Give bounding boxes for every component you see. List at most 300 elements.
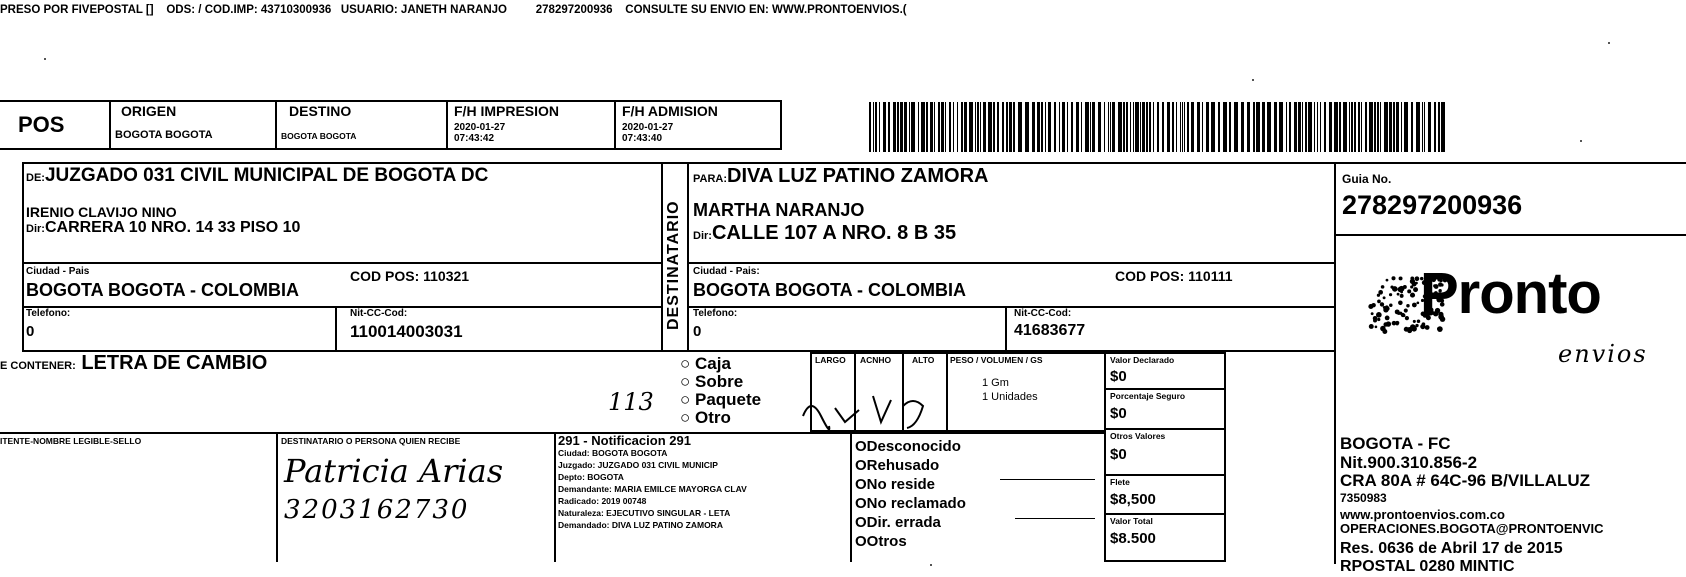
admision-date: 2020-01-27 [622, 122, 674, 133]
barcode-bar [1142, 102, 1145, 152]
barcode-bar [1377, 102, 1379, 152]
sender-address: CARRERA 10 NRO. 14 33 PISO 10 [44, 219, 301, 236]
barcode-bar [911, 102, 915, 152]
values-div-4 [1104, 513, 1226, 515]
barcode-bar [1369, 102, 1373, 152]
barcode-bar [941, 102, 944, 152]
barcode-bar [1182, 102, 1183, 152]
barcode-bar [1286, 102, 1287, 152]
status-no-reclamado-label: No reclamado [866, 495, 966, 512]
recipient-nit-label: Nit-CC-Cod: [1014, 308, 1072, 319]
recipient-contact: MARTHA NARANJO [693, 200, 865, 220]
logo-dot [1400, 294, 1404, 298]
logo-dot [1369, 324, 1374, 329]
recipient-divider [687, 262, 1336, 264]
scan-speck [1608, 42, 1610, 44]
destino-box [275, 100, 448, 150]
barcode-bar [926, 102, 928, 152]
flete-value: $8,500 [1110, 491, 1156, 508]
logo-dot [1413, 320, 1416, 323]
largo-label: LARGO [815, 355, 846, 365]
option-sobre-label: Sobre [695, 372, 744, 391]
status-desconocido-label: Desconocido [866, 438, 961, 455]
barcode-bar [1351, 102, 1353, 152]
barcode-bar [1438, 102, 1440, 152]
values-div-3 [1104, 474, 1226, 476]
barcode-bar [1062, 102, 1065, 152]
barcode-bar [1404, 102, 1408, 152]
sender-ciudad: BOGOTA BOGOTA - COLOMBIA [26, 280, 299, 300]
barcode-bar [1329, 102, 1332, 152]
barcode-bar [921, 102, 925, 152]
logo-dot [1377, 294, 1380, 297]
ancho-label: ACNHO [860, 355, 892, 365]
barcode-bar [1191, 102, 1194, 152]
pronto-logo [1360, 260, 1670, 370]
seguro-value: $0 [1110, 405, 1127, 422]
logo-dot [1390, 286, 1393, 289]
barcode-bar [1247, 102, 1250, 152]
barcode-bar [1162, 102, 1164, 152]
contents-label: E CONTENER: [0, 360, 76, 372]
barcode-bar [1229, 102, 1231, 152]
barcode-bar [1434, 102, 1436, 152]
impresion-label: F/H IMPRESION [454, 103, 560, 119]
barcode-bar [1416, 102, 1420, 152]
receiver-label: DESTINATARIO O PERSONA QUIEN RECIBE [281, 436, 461, 446]
barcode-bar [1048, 102, 1051, 152]
barcode-bar [1317, 102, 1318, 152]
barcode-bar [1180, 102, 1181, 152]
company-phone: 7350983 [1340, 491, 1387, 505]
barcode-bar [1110, 102, 1111, 152]
para-label: PARA: [693, 173, 728, 185]
barcode-bar [1059, 102, 1060, 152]
status-rehusado[interactable]: ORehusado [855, 457, 940, 474]
sender-nit: 110014003031 [350, 322, 463, 341]
barcode-bar [997, 102, 999, 152]
logo-dot [1376, 312, 1382, 318]
barcode-bar [897, 102, 899, 152]
admision-time: 07:43:40 [622, 133, 663, 144]
barcode-bar [1009, 102, 1012, 152]
right-panel-border [1334, 234, 1336, 564]
recipient-telefono: 0 [693, 323, 702, 340]
barcode-bar [1081, 102, 1082, 152]
barcode-bar [1037, 102, 1040, 152]
logo-dot [1371, 303, 1375, 307]
sender-contact: IRENIO CLAVIJO NINO [26, 204, 177, 220]
values-div-2 [1104, 428, 1226, 430]
barcode-bar [1374, 102, 1376, 152]
logo-dot [1377, 300, 1381, 304]
barcode-bar [1092, 102, 1095, 152]
barcode-bar [1202, 102, 1203, 152]
remitente-label: ITENTE-NOMBRE LEGIBLE-SELLO [0, 436, 142, 446]
option-otro-label: Otro [695, 408, 731, 427]
header-prefix: PRESO POR FIVEPOSTAL [] [0, 4, 154, 16]
barcode-bar [1305, 102, 1307, 152]
sender-divider [22, 262, 663, 264]
logo-dot [1386, 279, 1389, 282]
logo-dot [1371, 312, 1374, 315]
handwritten-dimensions [795, 386, 945, 434]
logo-dot [1410, 293, 1415, 298]
logo-dot [1412, 282, 1417, 287]
barcode-bar [1041, 102, 1043, 152]
barcode-bar [904, 102, 907, 152]
barcode-bar [1006, 102, 1008, 152]
barcode-bar [1153, 102, 1154, 152]
barcode-bar [1218, 102, 1220, 152]
footer-top-line [0, 432, 1106, 434]
barcode-bar [1108, 102, 1109, 152]
logo-dot [1383, 306, 1386, 309]
barcode-bar [1197, 102, 1200, 152]
barcode-bar [1422, 102, 1423, 152]
status-desconocido[interactable]: ODesconocido [855, 438, 961, 455]
barcode-bar [1262, 102, 1265, 152]
barcode-bar [1396, 102, 1399, 152]
barcode-bar [1126, 102, 1128, 152]
barcode-bar [1223, 102, 1227, 152]
status-no-reside-label: No reside [866, 476, 936, 493]
barcode-bar [930, 102, 933, 152]
barcode-bar [1267, 102, 1271, 152]
contents-value: LETRA DE CAMBIO [81, 352, 268, 374]
sender-codpos: COD POS: 110321 [350, 268, 470, 284]
barcode-bar [1241, 102, 1244, 152]
origen-label: ORIGEN [121, 103, 177, 119]
notification-line: Depto: BOGOTA [558, 472, 624, 482]
guia-number: 278297200936 [1342, 190, 1523, 220]
barcode-bar [879, 102, 880, 152]
barcode-bar [1135, 102, 1139, 152]
barcode-bar [945, 102, 946, 152]
recipient-dir-label: Dir: [693, 230, 712, 242]
company-nit: Nit.900.310.856-2 [1340, 453, 1478, 472]
company-address: CRA 80A # 64C-96 B/VILLALUZ [1340, 471, 1591, 490]
barcode-bar [1308, 102, 1312, 152]
barcode-bar [1302, 102, 1303, 152]
logo-dot [1396, 323, 1399, 326]
service-box [0, 100, 111, 150]
logo-dot [1416, 301, 1419, 304]
barcode-bar [1428, 102, 1431, 152]
peso-label: PESO / VOLUMEN / GS [950, 355, 1043, 365]
barcode-bar [1411, 102, 1413, 152]
footer-split-3 [850, 432, 852, 562]
barcode-bar [1172, 102, 1174, 152]
barcode-bar [1343, 102, 1347, 152]
barcode-bar [1256, 102, 1260, 152]
header-ods: ODS: / COD.IMP: 43710300936 [166, 4, 332, 16]
barcode-bar [1358, 102, 1360, 152]
logo-dot [1375, 325, 1378, 328]
alto-label: ALTO [912, 355, 935, 365]
logo-dot [1385, 315, 1390, 320]
barcode-bar [893, 102, 896, 152]
barcode-bar [977, 102, 979, 152]
recipient-box [687, 162, 1336, 352]
recipient-codpos: COD POS: 110111 [1115, 268, 1233, 284]
barcode-bar [1090, 102, 1091, 152]
company-web: www.prontoenvios.com.co [1340, 507, 1505, 522]
de-label: DE: [26, 172, 45, 184]
recipient-name: DIVA LUZ PATINO ZAMORA [727, 165, 989, 187]
barcode-bar [983, 102, 986, 152]
barcode-bar [1206, 102, 1209, 152]
logo-dot [1437, 327, 1440, 330]
logo-dot [1415, 276, 1420, 281]
logo-dot [1399, 286, 1405, 292]
barcode-bar [980, 102, 981, 152]
handwritten-number: 3203162730 [284, 495, 470, 525]
barcode-bar [918, 102, 919, 152]
service-code: POS [18, 112, 65, 137]
header-guide: 278297200936 [535, 4, 613, 16]
barcode-bar [1234, 102, 1238, 152]
signature-line-1 [1000, 479, 1095, 480]
total-label: Valor Total [1110, 516, 1153, 526]
declarado-value: $0 [1110, 368, 1127, 385]
barcode-bar [1184, 102, 1185, 152]
logo-dot [1405, 316, 1409, 320]
logo-dot [1408, 327, 1411, 330]
notification-title: 291 - Notificacion 291 [558, 433, 691, 448]
recipient-address: CALLE 107 A NRO. 8 B 35 [711, 222, 957, 244]
barcode-bar [1384, 102, 1388, 152]
barcode-bar [1361, 102, 1362, 152]
option-sobre[interactable]: ○ Sobre [680, 372, 744, 391]
recipient-telefono-label: Telefono: [693, 308, 738, 319]
peso-value: 1 Gm [982, 377, 1009, 389]
dir-label: Dir: [26, 223, 45, 235]
brand-name: Pronto [1420, 261, 1601, 326]
sender-ciudad-label: Ciudad - Pais [26, 266, 90, 277]
logo-dot [1407, 289, 1411, 293]
barcode-bar [957, 102, 958, 152]
footer-split-1 [276, 432, 278, 562]
notification-line: Ciudad: BOGOTA BOGOTA [558, 448, 668, 458]
logo-dot [1410, 324, 1416, 330]
company-license: RPOSTAL 0280 MINTIC [1340, 558, 1515, 575]
barcode-bar [1130, 102, 1131, 152]
otros-value: $0 [1110, 446, 1127, 463]
impresion-date: 2020-01-27 [454, 122, 506, 133]
logo-dot [1395, 309, 1400, 314]
barcode-bar [988, 102, 992, 152]
barcode-bar [1349, 102, 1350, 152]
notification-line: Juzgado: JUZGADO 031 CIVIL MUNICIP [558, 460, 718, 470]
recipient-split [1005, 306, 1007, 352]
barcode-bar [888, 102, 890, 152]
barcode-bar [1274, 102, 1277, 152]
logo-dot [1406, 304, 1409, 307]
sender-telefono: 0 [26, 323, 35, 340]
destinatario-label: DESTINATARIO [665, 200, 682, 330]
barcode-bar [1365, 102, 1367, 152]
status-otros-label: Otros [866, 533, 907, 550]
sender-name-row [26, 165, 488, 187]
impresion-box [446, 100, 616, 150]
barcode-bar [1211, 102, 1215, 152]
recipient-ciudad: BOGOTA BOGOTA - COLOMBIA [693, 280, 966, 300]
signature-line-2 [1015, 518, 1095, 519]
contents-row [0, 352, 267, 375]
print-header [0, 4, 907, 16]
logo-dot [1391, 276, 1395, 280]
logo-dot [1397, 293, 1400, 296]
barcode-bar [1320, 102, 1321, 152]
barcode-bar [964, 102, 967, 152]
destino-value: BOGOTA BOGOTA [281, 131, 357, 141]
logo-dot [1389, 293, 1392, 296]
barcode-bar [1380, 102, 1381, 152]
barcode-bar [1025, 102, 1029, 152]
barcode-bar [909, 102, 910, 152]
barcode-bar [953, 102, 954, 152]
logo-dot [1382, 329, 1387, 334]
barcode-bar [1393, 102, 1395, 152]
barcode-bar [1104, 102, 1105, 152]
status-rehusado-label: Rehusado [866, 457, 940, 474]
barcode-bar [1067, 102, 1068, 152]
barcode-bar [1279, 102, 1283, 152]
impresion-time: 07:43:42 [454, 133, 495, 144]
barcode-bar [873, 102, 874, 152]
barcode-bar [1167, 102, 1170, 152]
option-caja-label: Caja [695, 354, 731, 373]
recipient-address-row [693, 222, 956, 245]
admision-box [614, 100, 782, 150]
barcode-bar [1389, 102, 1392, 152]
option-caja[interactable]: ○ Caja [680, 354, 731, 373]
brand-sub: envios [1558, 340, 1648, 368]
barcode-bar [1123, 102, 1125, 152]
barcode-bar [1324, 102, 1326, 152]
logo-dot [1389, 303, 1392, 306]
notification-line: Radicado: 2019 00748 [558, 496, 647, 506]
barcode-bar [1076, 102, 1079, 152]
otros-label: Otros Valores [1110, 431, 1166, 441]
barcode-bar [1018, 102, 1022, 152]
option-paquete[interactable]: ○ Paquete [680, 390, 762, 409]
status-otros[interactable]: OOtros [855, 533, 907, 550]
admision-label: F/H ADMISION [622, 103, 718, 119]
barcode-bar [1298, 102, 1301, 152]
flete-label: Flete [1110, 477, 1130, 487]
barcode-bar [1441, 102, 1445, 152]
notification-line: Demandado: DIVA LUZ PATINO ZAMORA [558, 520, 723, 530]
barcode-bar [1424, 102, 1425, 152]
scan-speck [44, 58, 46, 60]
barcode-bar [1157, 102, 1159, 152]
barcode-bar [975, 102, 976, 152]
recipient-nit: 41683677 [1014, 322, 1086, 339]
logo-dot [1373, 318, 1377, 322]
logo-dot [1415, 324, 1418, 327]
logo-dot [1399, 276, 1403, 280]
barcode-bar [1187, 102, 1189, 152]
origen-value: BOGOTA BOGOTA [115, 129, 213, 141]
logo-dot [1402, 314, 1406, 318]
sender-divider-2 [22, 306, 663, 308]
company-branch: BOGOTA - FC [1340, 434, 1451, 453]
guia-label: Guia No. [1342, 172, 1392, 186]
handwritten-note: 113 [608, 388, 654, 416]
company-email: OPERACIONES.BOGOTA@PRONTOENVIC [1340, 521, 1604, 536]
barcode-bar [1294, 102, 1297, 152]
barcode-bar [1140, 102, 1141, 152]
declarado-label: Valor Declarado [1110, 355, 1175, 365]
barcode-bar [1085, 102, 1089, 152]
scan-speck [930, 564, 932, 566]
barcode-bar [1354, 102, 1356, 152]
header-usuario: USUARIO: JANETH NARANJO [340, 4, 507, 16]
origen-box [109, 100, 277, 150]
header-consulte: CONSULTE SU ENVIO EN: WWW.PRONTOENVIOS.( [625, 4, 907, 16]
notification-line: Naturaleza: EJECUTIVO SINGULAR - LETA [558, 508, 731, 518]
footer-split-2 [554, 432, 556, 562]
logo-dot [1412, 303, 1417, 308]
barcode-bar [961, 102, 963, 152]
barcode-bar [869, 102, 871, 152]
barcode-bar [993, 102, 995, 152]
logo-dot [1404, 308, 1408, 312]
sender-box [22, 162, 663, 352]
company-resolution: Res. 0636 de Abril 17 de 2015 [1340, 540, 1563, 557]
sender-telefono-label: Telefono: [26, 308, 71, 319]
recipient-divider-2 [687, 306, 1336, 308]
sender-nit-label: Nit-CC-Cod: [350, 308, 408, 319]
barcode-bar [1314, 102, 1315, 152]
logo-dot [1399, 312, 1402, 315]
sender-split [335, 306, 337, 352]
barcode-bar [1045, 102, 1046, 152]
scan-speck [1580, 140, 1582, 142]
barcode-bar [934, 102, 935, 152]
status-no-reside[interactable]: ONo reside [855, 476, 936, 493]
barcode-bar [1401, 102, 1402, 152]
barcode-bar [1013, 102, 1015, 152]
barcode-bar [1032, 102, 1035, 152]
barcode-bar [938, 102, 940, 152]
logo-dot [1380, 302, 1384, 306]
recipient-ciudad-label: Ciudad - Pais: [693, 266, 760, 277]
sender-name: JUZGADO 031 CIVIL MUNICIPAL DE BOGOTA DC [44, 165, 489, 186]
status-dir-errada-label: Dir. errada [866, 514, 941, 531]
barcode-bar [1253, 102, 1255, 152]
barcode-bar [1112, 102, 1115, 152]
destino-label: DESTINO [289, 103, 352, 119]
status-no-reclamado[interactable]: ONo reclamado [855, 495, 966, 512]
option-otro[interactable]: ○ Otro [680, 408, 731, 427]
status-dir-errada[interactable]: ODir. errada [855, 514, 941, 531]
barcode-bar [1054, 102, 1056, 152]
barcode-bar [969, 102, 973, 152]
barcode-bar [1098, 102, 1101, 152]
barcode-bar [1002, 102, 1004, 152]
barcode-bar [1176, 102, 1177, 152]
values-div-1 [1104, 388, 1226, 390]
logo-dot [1383, 322, 1387, 326]
logo-dot [1377, 318, 1380, 321]
sender-address-row [26, 219, 300, 237]
barcode [869, 102, 1446, 152]
handwritten-name: Patricia Arias [284, 452, 504, 490]
barcode-bar [1149, 102, 1151, 152]
